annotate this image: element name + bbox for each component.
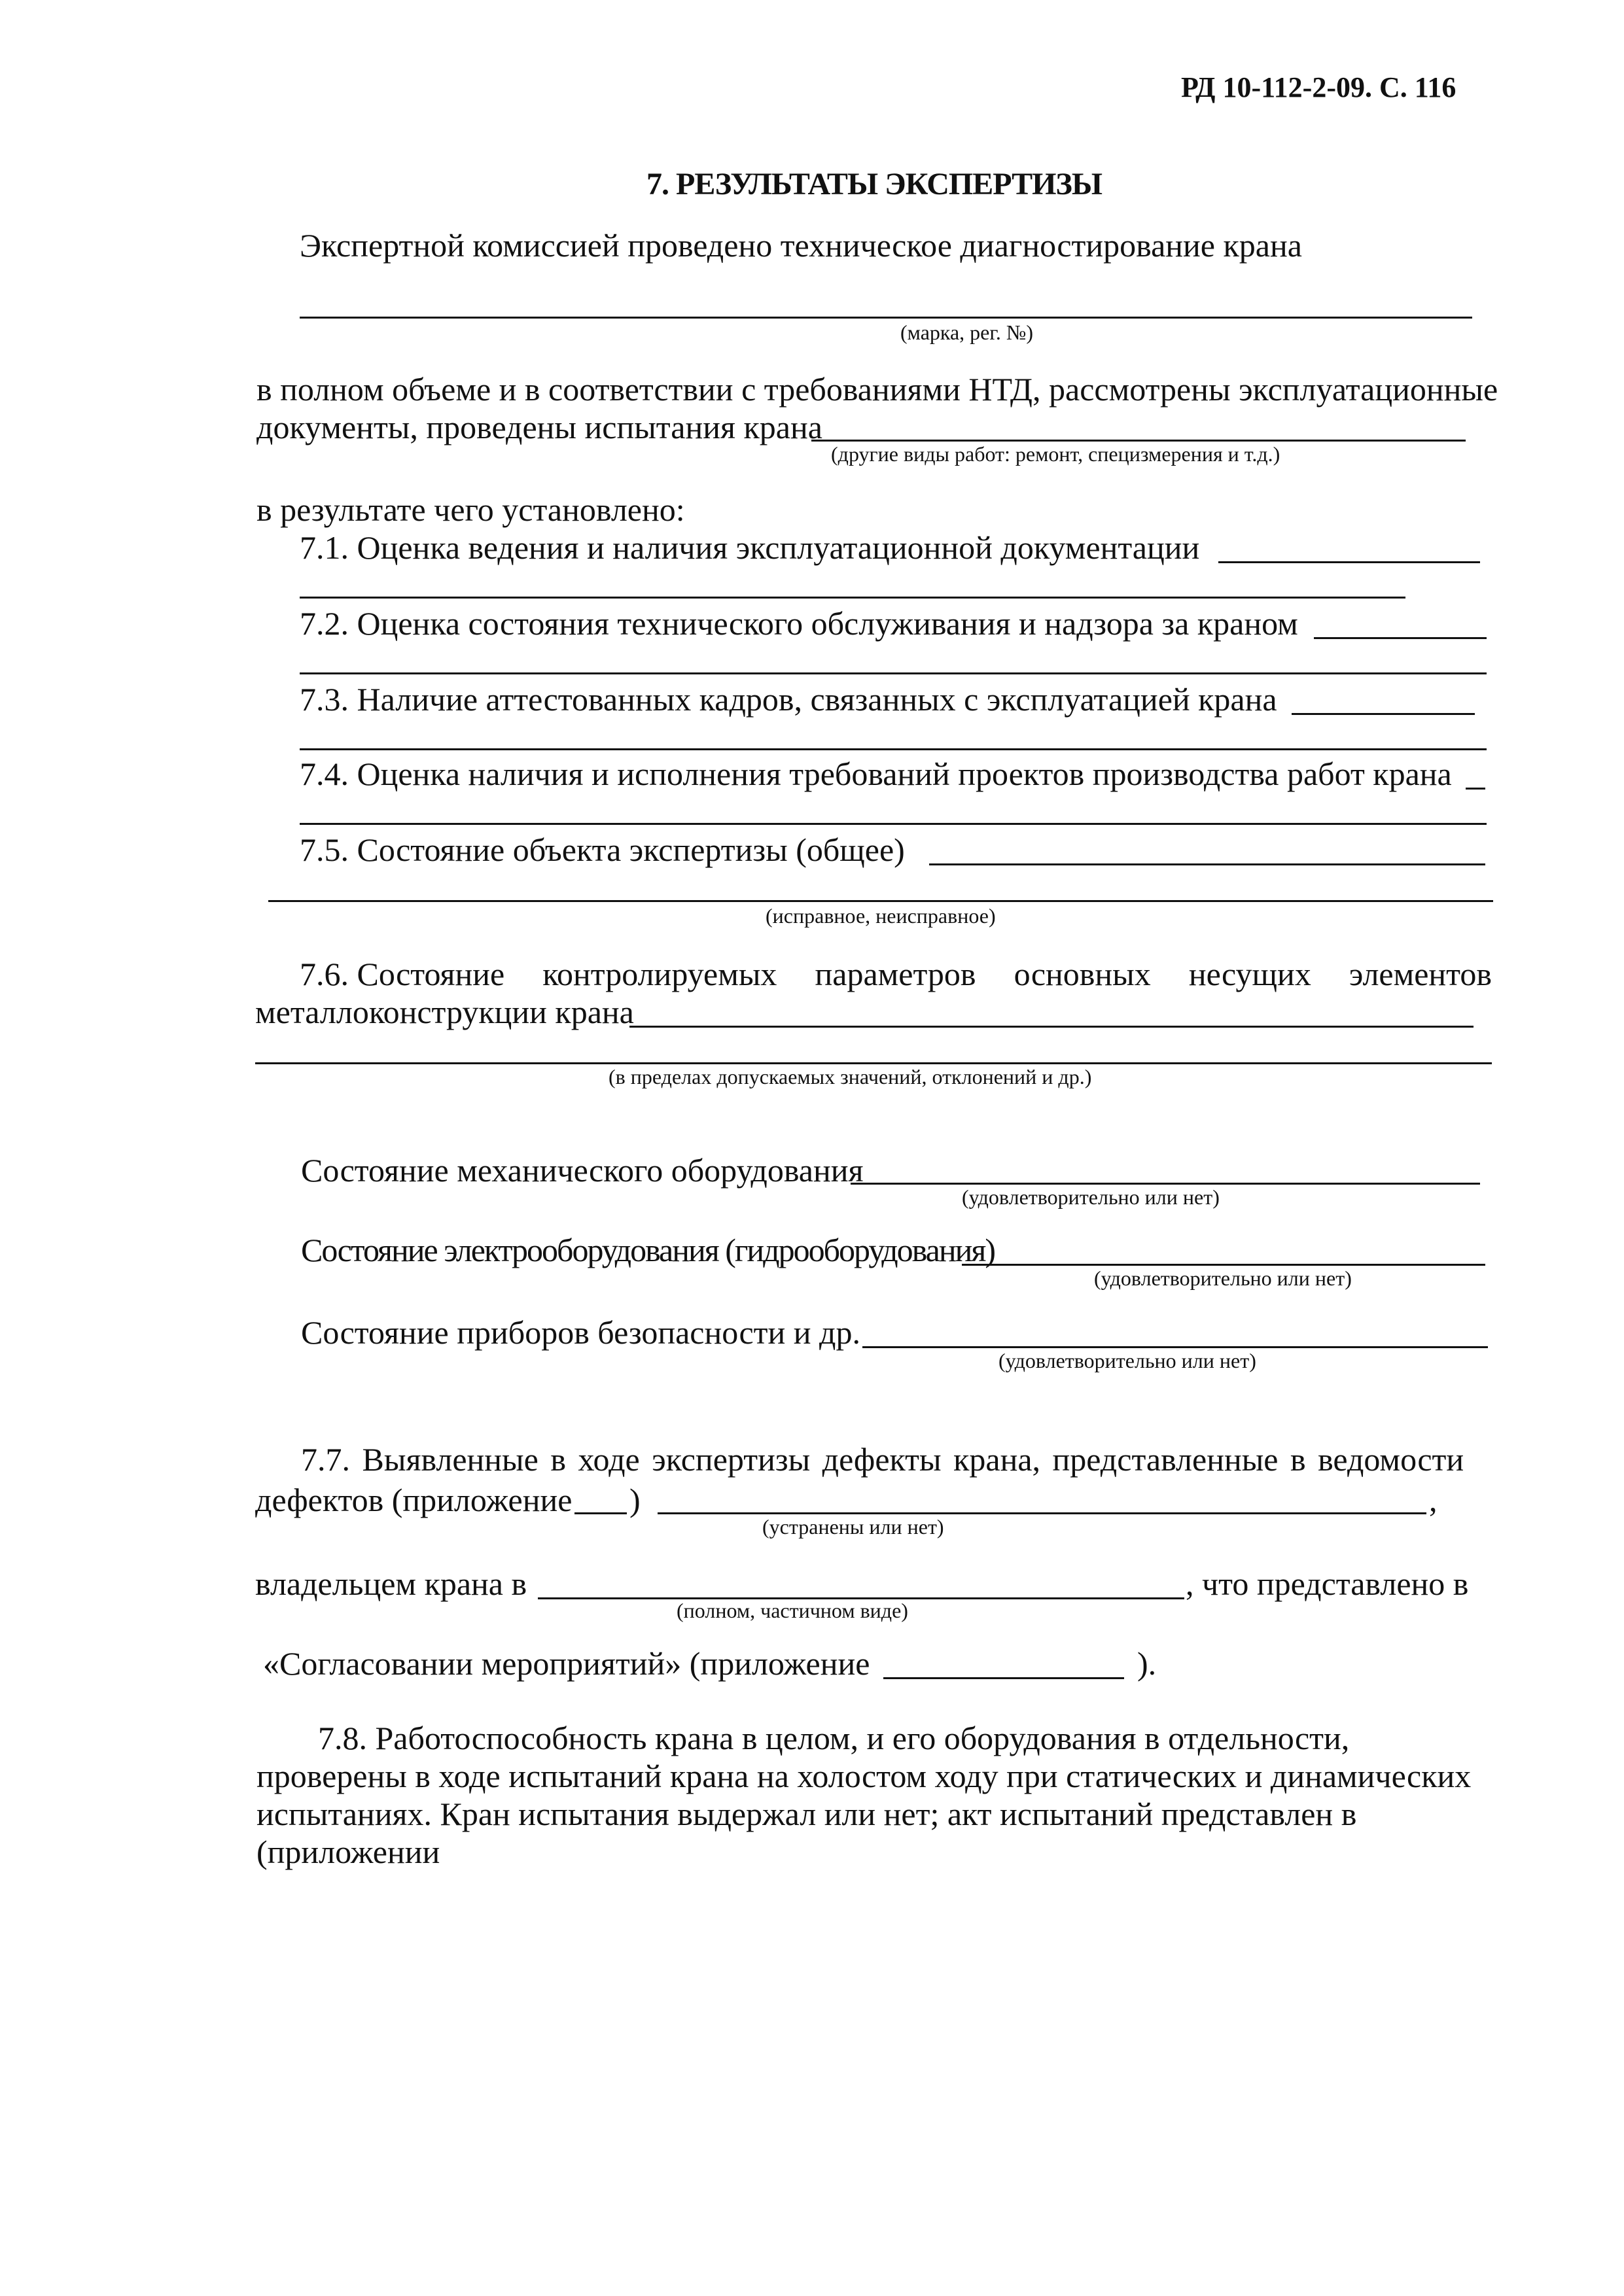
item-7-4-line[interactable] <box>1466 788 1485 790</box>
hint-sat-3: (удовлетворительно или нет) <box>998 1349 1256 1372</box>
owner-label: владельцем крана в <box>255 1565 527 1602</box>
item-7-3: 7.3. Наличие аттестованных кадров, связанных с эксплуатацией крана <box>300 681 1277 718</box>
agree-appendix-line[interactable] <box>883 1677 1124 1679</box>
item-7-2-line-2[interactable] <box>300 672 1487 674</box>
owner-tail: , что представлено в <box>1186 1565 1469 1602</box>
item-7-8-line-2: проверены в ходе испытаний крана на холостом ходу при статических и динамических <box>256 1758 1472 1794</box>
text-line-3: документы, проведены испытания крана <box>256 409 822 445</box>
text-line-4: в результате чего установлено: <box>256 491 685 528</box>
item-7-4-line-2[interactable] <box>300 823 1487 825</box>
item-7-8-line-1: 7.8. Работоспособность крана в целом, и его оборудования в отдельности, <box>318 1720 1350 1756</box>
item-7-2: 7.2. Оценка состояния технического обслуживания и надзора за краном <box>300 605 1298 642</box>
item-7-1-line-2[interactable] <box>300 597 1405 599</box>
elec-label: Состояние электрооборудования (гидрооборудования) <box>301 1232 995 1268</box>
item-7-6-word: 7.6. Состояние <box>300 956 505 992</box>
intro-text: Экспертной комиссией проведено техническое диагностирование крана <box>300 227 1302 264</box>
item-7-7-comma: , <box>1429 1482 1438 1518</box>
item-7-8-line-3: испытаниях. Кран испытания выдержал или нет; акт испытаний представлен в <box>256 1796 1357 1832</box>
safety-line[interactable] <box>862 1346 1488 1348</box>
item-7-6-line[interactable] <box>629 1026 1474 1028</box>
item-7-2-line[interactable] <box>1314 637 1487 639</box>
item-7-7-line-2a: дефектов (приложение <box>255 1482 573 1518</box>
item-7-6-word: контролируемых <box>542 956 777 992</box>
hint-sat-1: (удовлетворительно или нет) <box>962 1185 1220 1209</box>
item-7-6-word: параметров <box>815 956 976 992</box>
hint-mark: (марка, рег. №) <box>900 321 1034 344</box>
item-7-3-line[interactable] <box>1292 713 1475 715</box>
hint-limits: (в пределах допускаемых значений, отклонений и др.) <box>609 1065 1092 1088</box>
item-7-5-line[interactable] <box>929 863 1485 865</box>
item-7-1: 7.1. Оценка ведения и наличия эксплуатационной документации <box>300 529 1200 566</box>
page-header-ref: РД 10-112-2-09. С. 116 <box>1181 71 1456 103</box>
item-7-6-line-3[interactable] <box>255 1062 1492 1064</box>
item-7-5-line-2[interactable] <box>268 900 1493 902</box>
mech-line[interactable] <box>851 1183 1480 1185</box>
section-title: 7. РЕЗУЛЬТАТЫ ЭКСПЕРТИЗЫ <box>646 167 1102 201</box>
safety-label: Состояние приборов безопасности и др. <box>301 1314 860 1351</box>
elec-line[interactable] <box>962 1264 1485 1266</box>
item-7-6-word: несущих <box>1188 956 1311 992</box>
mech-label: Состояние механического оборудования <box>301 1152 864 1189</box>
item-7-6-line-2: металлоконструкции крана <box>255 994 634 1030</box>
item-7-1-line[interactable] <box>1218 561 1480 563</box>
agree-label: «Согласовании мероприятий» (приложение <box>263 1645 870 1682</box>
item-7-6-word: элементов <box>1349 956 1492 992</box>
hint-fixed: (устранены или нет) <box>762 1515 944 1539</box>
hint-extent: (полном, частичном виде) <box>677 1599 908 1622</box>
text-line-2: в полном объеме и в соответствии с требованиями НТД, рассмотрены эксплуатационные <box>256 371 1498 408</box>
item-7-3-line-2[interactable] <box>300 748 1487 750</box>
hint-other-work: (другие виды работ: ремонт, специзмерения и т.д.) <box>831 442 1280 466</box>
item-7-6-line-1 <box>300 958 1492 990</box>
item-7-8-line-4: (приложении <box>256 1834 440 1870</box>
crane-mark-line[interactable] <box>300 317 1472 319</box>
other-work-line[interactable] <box>811 440 1466 442</box>
agree-end: ). <box>1137 1645 1157 1682</box>
item-7-4: 7.4. Оценка наличия и исполнения требований проектов производства работ крана <box>300 756 1452 792</box>
item-7-7-line-2b: ) <box>629 1482 641 1518</box>
item-7-5: 7.5. Состояние объекта экспертизы (общее) <box>300 831 905 868</box>
hint-state: (исправное, неисправное) <box>766 904 996 928</box>
item-7-7-line-1: 7.7. Выявленные в ходе экспертизы дефекты крана, представленные в ведомости <box>301 1441 1464 1478</box>
hint-sat-2: (удовлетворительно или нет) <box>1094 1266 1352 1290</box>
defects-appendix-line[interactable] <box>574 1512 627 1514</box>
defects-fixed-line[interactable] <box>658 1512 1426 1514</box>
item-7-6-word: основных <box>1014 956 1151 992</box>
